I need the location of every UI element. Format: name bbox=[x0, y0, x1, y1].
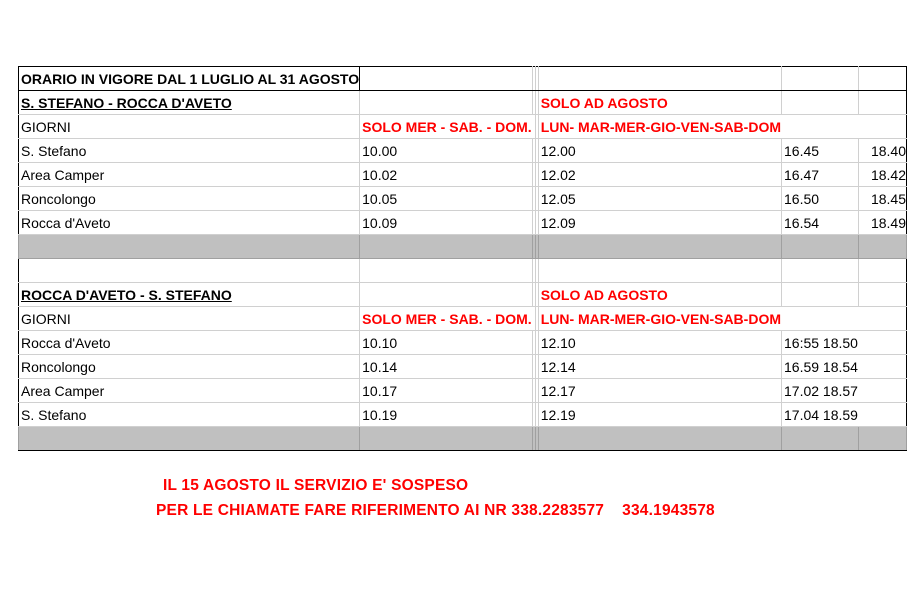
outbound-route-heading: S. STEFANO - ROCCA D'AVETO bbox=[19, 91, 360, 115]
time-cell: 12.09 bbox=[538, 211, 781, 235]
return-days-a: SOLO MER - SAB. - DOM. bbox=[360, 307, 533, 331]
table-row bbox=[19, 331, 907, 355]
timetable bbox=[18, 66, 907, 451]
stop-name: Area Camper bbox=[19, 379, 360, 403]
outbound-days-label: GIORNI bbox=[19, 115, 360, 139]
time-cell: 16.54 bbox=[782, 211, 859, 235]
table-row bbox=[19, 187, 907, 211]
stop-name: Rocca d'Aveto bbox=[19, 211, 360, 235]
blank-row bbox=[19, 259, 907, 283]
stop-name: S. Stefano bbox=[19, 403, 360, 427]
time-cell: 10.10 bbox=[360, 331, 533, 355]
time-cell: 10.17 bbox=[360, 379, 533, 403]
table-row bbox=[19, 379, 907, 403]
table-row bbox=[19, 139, 907, 163]
time-cell: 12.14 bbox=[538, 355, 781, 379]
phone-contact-notice: PER LE CHIAMATE FARE RIFERIMENTO AI NR 338.2283577 334.1943578 bbox=[156, 502, 715, 519]
time-cell: 10.19 bbox=[360, 403, 533, 427]
time-cell: 16:55 18.50 bbox=[782, 331, 859, 355]
time-cell: 12.02 bbox=[538, 163, 781, 187]
time-cell: 10.14 bbox=[360, 355, 533, 379]
separator-row bbox=[19, 427, 907, 451]
schedule-title: ORARIO IN VIGORE DAL 1 LUGLIO AL 31 AGOSTO bbox=[19, 67, 360, 91]
time-cell: 10.09 bbox=[360, 211, 533, 235]
stop-name: Rocca d'Aveto bbox=[19, 331, 360, 355]
time-cell: 18.45 bbox=[858, 187, 906, 211]
stop-name: Roncolongo bbox=[19, 355, 360, 379]
time-cell: 18.42 bbox=[858, 163, 906, 187]
table-row bbox=[19, 211, 907, 235]
time-cell: 10.02 bbox=[360, 163, 533, 187]
return-days-b: LUN- MAR-MER-GIO-VEN-SAB-DOM bbox=[538, 307, 781, 331]
time-cell: 12.10 bbox=[538, 331, 781, 355]
time-cell: 17.04 18.59 bbox=[782, 403, 859, 427]
time-cell: 17.02 18.57 bbox=[782, 379, 859, 403]
table-row bbox=[19, 355, 907, 379]
time-cell: 12.00 bbox=[538, 139, 781, 163]
suspension-notice: IL 15 AGOSTO IL SERVIZIO E' SOSPESO bbox=[163, 477, 469, 494]
outbound-days-a: SOLO MER - SAB. - DOM. bbox=[360, 115, 533, 139]
time-cell: 12.05 bbox=[538, 187, 781, 211]
stop-name: Area Camper bbox=[19, 163, 360, 187]
time-cell: 10.05 bbox=[360, 187, 533, 211]
stop-name: S. Stefano bbox=[19, 139, 360, 163]
return-days-label: GIORNI bbox=[19, 307, 360, 331]
outbound-august-only: SOLO AD AGOSTO bbox=[538, 91, 781, 115]
time-cell: 12.19 bbox=[538, 403, 781, 427]
return-route-heading: ROCCA D'AVETO - S. STEFANO bbox=[19, 283, 360, 307]
table-row bbox=[19, 403, 907, 427]
separator-row bbox=[19, 235, 907, 259]
time-cell: 16.47 bbox=[782, 163, 859, 187]
outbound-days-b: LUN- MAR-MER-GIO-VEN-SAB-DOM bbox=[538, 115, 781, 139]
time-cell: 18.49 bbox=[858, 211, 906, 235]
time-cell: 16.50 bbox=[782, 187, 859, 211]
time-cell: 16.59 18.54 bbox=[782, 355, 859, 379]
time-cell: 10.00 bbox=[360, 139, 533, 163]
table-row bbox=[19, 163, 907, 187]
time-cell: 16.45 bbox=[782, 139, 859, 163]
time-cell: 18.40 bbox=[858, 139, 906, 163]
time-cell: 12.17 bbox=[538, 379, 781, 403]
stop-name: Roncolongo bbox=[19, 187, 360, 211]
return-august-only: SOLO AD AGOSTO bbox=[538, 283, 781, 307]
